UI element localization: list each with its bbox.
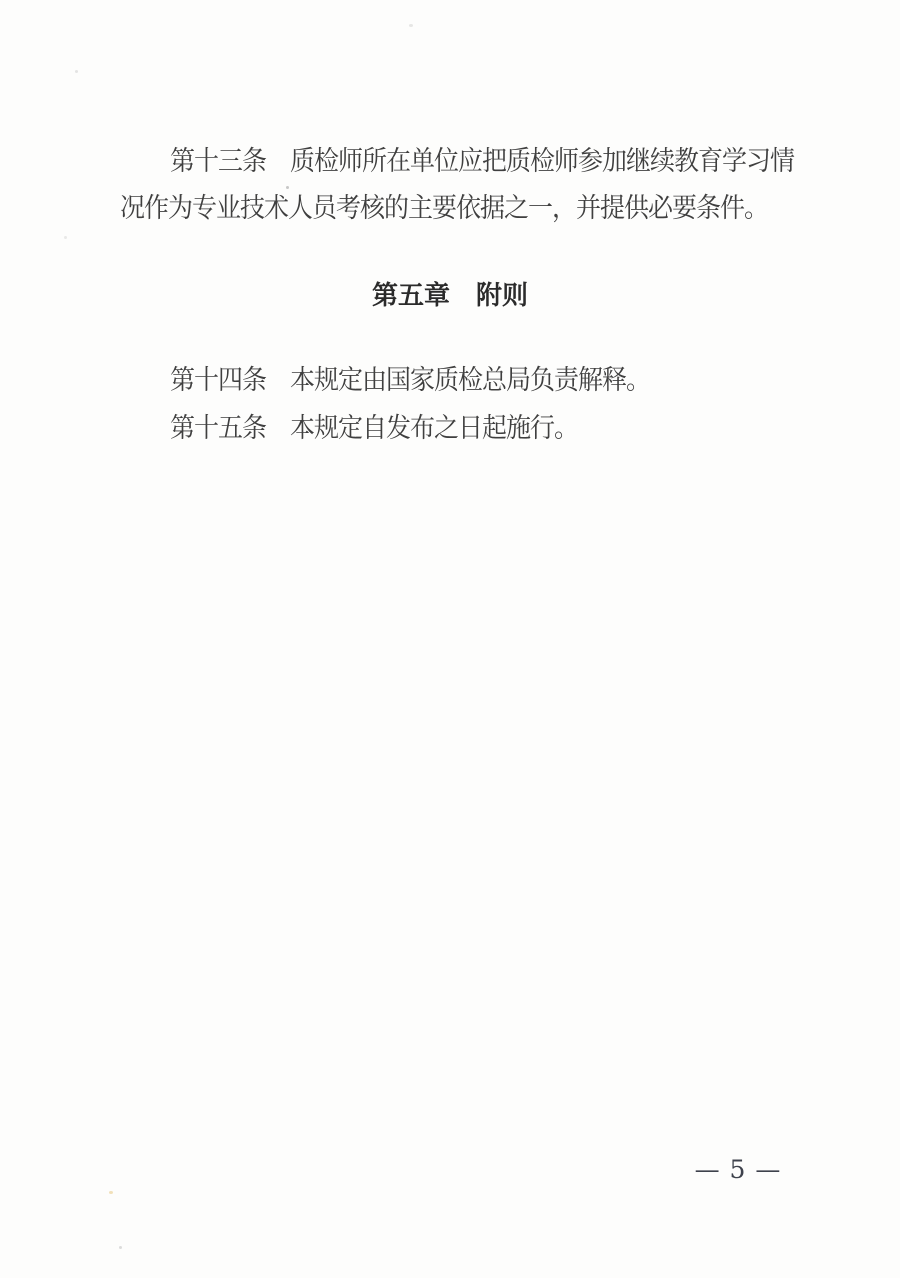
- scan-speck: [64, 236, 67, 239]
- chapter-5-heading: 第五章 附则: [371, 280, 528, 310]
- article-13-line-2: 况作为专业技术人员考核的主要依据之一，并提供必要条件。: [120, 194, 769, 224]
- scan-speck: [75, 70, 78, 73]
- article-14-line: 第十四条 本规定由国家质检总局负责解释。: [170, 366, 651, 396]
- article-15-line: 第十五条 本规定自发布之日起施行。: [170, 414, 579, 444]
- scan-speck: [109, 1191, 113, 1194]
- article-13-line-1: 第十三条 质检师所在单位应把质检师参加继续教育学习情: [170, 147, 795, 177]
- scan-speck: [409, 24, 413, 27]
- page-number: — 5 —: [694, 1155, 782, 1184]
- scan-speck: [286, 186, 289, 189]
- scan-speck: [119, 1246, 122, 1249]
